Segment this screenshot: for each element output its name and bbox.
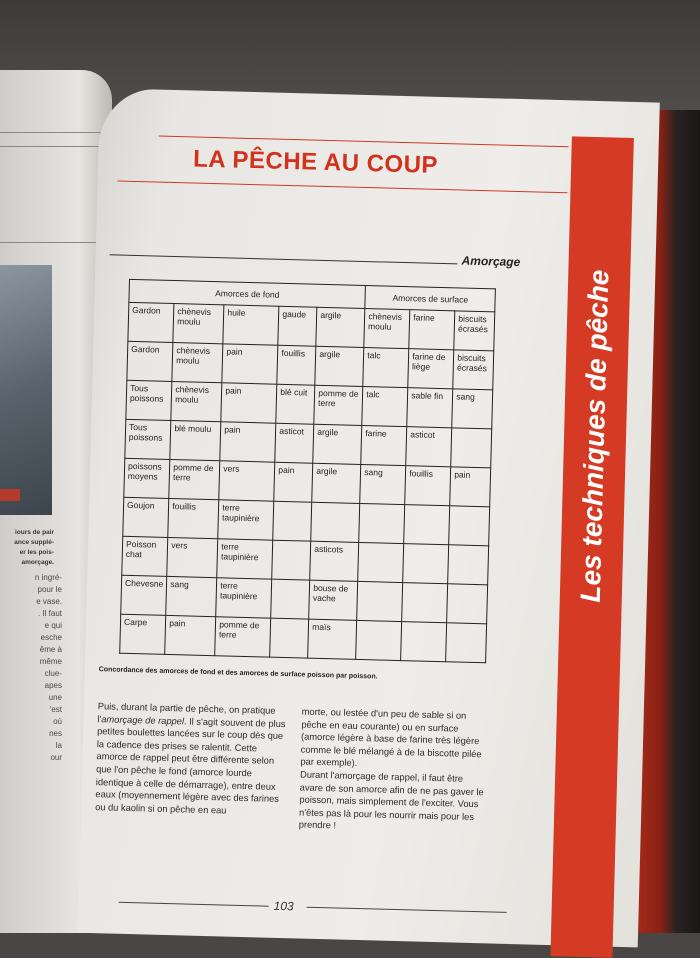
page-number: 103 — [273, 898, 294, 914]
table-cell: pomme de terre — [169, 459, 220, 499]
table-cell: vers — [167, 537, 218, 577]
table-cell: blé cuit — [276, 384, 315, 424]
table-cell: Gardon — [128, 302, 174, 342]
table-cell: pain — [450, 467, 491, 507]
table-cell — [449, 506, 490, 546]
table-cell: pain — [274, 462, 313, 502]
table-cell: poissons moyens — [124, 458, 170, 498]
table-cell — [448, 545, 489, 585]
table-cell: Chevesne — [121, 575, 167, 615]
sidebar-title: Les techniques de pêche — [574, 269, 615, 603]
left-page-text: n ingré- pour le e vase. . Il faut e qui esche ême à même clue- apes une 'est où nes la our — [34, 573, 62, 762]
table-cell: fouillis — [405, 466, 451, 506]
table-cell: huile — [223, 305, 279, 345]
table-row — [120, 614, 487, 663]
table-cell: pomme de terre — [215, 617, 271, 657]
bait-table-wrapper — [119, 279, 496, 663]
footer-rule-right — [307, 907, 507, 913]
left-page-rule — [0, 146, 110, 147]
table-cell: bouse de vache — [309, 580, 358, 620]
table-cell — [271, 579, 310, 619]
footer-rule-left — [119, 902, 269, 907]
table-cell: pain — [221, 383, 277, 423]
table-cell: chènevis moulu — [172, 343, 223, 383]
table-cell: asticot — [275, 423, 314, 463]
table-cell — [403, 544, 449, 584]
table-cell: sang — [166, 576, 217, 616]
table-cell: Gardon — [127, 341, 173, 381]
table-cell: gaude — [278, 306, 317, 346]
table-cell — [311, 502, 360, 542]
table-cell: chènevis moulu — [173, 304, 224, 344]
table-cell — [404, 505, 450, 545]
table-cell: sable fin — [407, 388, 453, 428]
table-cell: pain — [165, 615, 216, 655]
table-cell — [359, 503, 405, 543]
table-cell: farine — [361, 425, 407, 465]
table-cell — [447, 584, 488, 624]
table-cell: sang — [360, 464, 406, 504]
table-cell: fouillis — [277, 345, 316, 385]
table-cell — [401, 622, 447, 662]
table-cell — [357, 581, 403, 621]
left-page-rule — [0, 242, 100, 243]
table-cell: biscuits écrasés — [454, 311, 495, 351]
table-cell — [273, 501, 312, 541]
header-amorces-fond: Amorces de fond — [129, 279, 366, 308]
table-cell: asticot — [406, 427, 452, 467]
emphasis-text: amorçage de rappel — [101, 713, 185, 727]
table-cell — [356, 620, 402, 660]
table-cell: terre taupinière — [217, 539, 273, 579]
table-cell: Tous poissons — [125, 419, 171, 459]
table-cell: maïs — [308, 619, 357, 659]
table-cell: pain — [220, 422, 276, 462]
table-cell: fouillis — [168, 498, 219, 538]
section-title: Amorçage — [461, 253, 521, 270]
text-column-right: morte, ou lestée d'un peu de sable si on pêche en eau courante) ou en surface (amorce légère à base de farine très légère comme le blé mélangé à de la biscotte pilée par exemple). Durant l'amorçage de rappel, il faut être avare de son amorce afin de ne pas gaver le poisson, mais simplement de l'exciter. Vous n'êtes pas là pour les nourrir mais pour les prendre ! — [298, 706, 484, 831]
table-cell: blé moulu — [170, 420, 221, 460]
table-cell: talc — [362, 386, 408, 426]
table-cell: chènevis moulu — [171, 381, 222, 421]
table-cell: biscuits écrasés — [453, 350, 494, 390]
book-page — [78, 88, 660, 947]
table-cell: terre taupinière — [218, 500, 274, 540]
table-cell: Poisson chat — [122, 536, 168, 576]
table-cell: terre taupinière — [216, 578, 272, 618]
table-cell — [272, 540, 311, 580]
left-page-photo — [0, 265, 52, 515]
left-page-caption: iours de pair ance supplé- er les pois- amorçage. — [14, 529, 54, 566]
table-caption: Concordance des amorces de fond et des amorces de surface poisson par poisson. — [98, 666, 378, 681]
table-cell: vers — [219, 461, 275, 501]
table-cell: Carpe — [120, 614, 166, 654]
table-cell — [451, 428, 492, 468]
text-column-left: Puis, durant la partie de pêche, on pratique l'amorçage de rappel. Il s'agit souvent de plus petites boulettes lancées sur le coup dès que la cadence des prises se ralentit. Cette amorce de rappel peut être différente selon que l'on pêche le fond (amorce lourde identique à celle de démarrage), entre deux eaux (moyennement légère avec des farines ou du kaolin si on pêche en eau — [95, 701, 286, 816]
table-cell: farine de liège — [408, 349, 454, 389]
table-cell: farine — [409, 310, 455, 350]
table-cell: pomme de terre — [314, 385, 363, 425]
table-cell: argile — [316, 307, 365, 347]
bait-table — [119, 279, 496, 663]
left-page-rule — [0, 132, 110, 133]
table-body — [120, 302, 495, 662]
table-cell: argile — [312, 463, 361, 503]
table-cell: chènevis moulu — [364, 309, 410, 349]
table-cell — [270, 618, 309, 658]
table-cell — [358, 542, 404, 582]
table-cell: sang — [452, 389, 493, 429]
table-cell: talc — [363, 348, 409, 388]
page-title: LA PÊCHE AU COUP — [192, 145, 439, 179]
table-cell: asticots — [310, 541, 359, 581]
title-rule-bottom — [118, 180, 568, 193]
table-cell: argile — [313, 424, 362, 464]
table-cell: Tous poissons — [126, 380, 172, 420]
table-cell: pain — [222, 344, 278, 384]
table-cell — [402, 583, 448, 623]
table-cell — [446, 623, 487, 663]
table-cell: Goujon — [123, 497, 169, 537]
section-rule — [110, 254, 458, 264]
header-amorces-surface: Amorces de surface — [365, 286, 496, 312]
table-cell: argile — [315, 346, 364, 386]
